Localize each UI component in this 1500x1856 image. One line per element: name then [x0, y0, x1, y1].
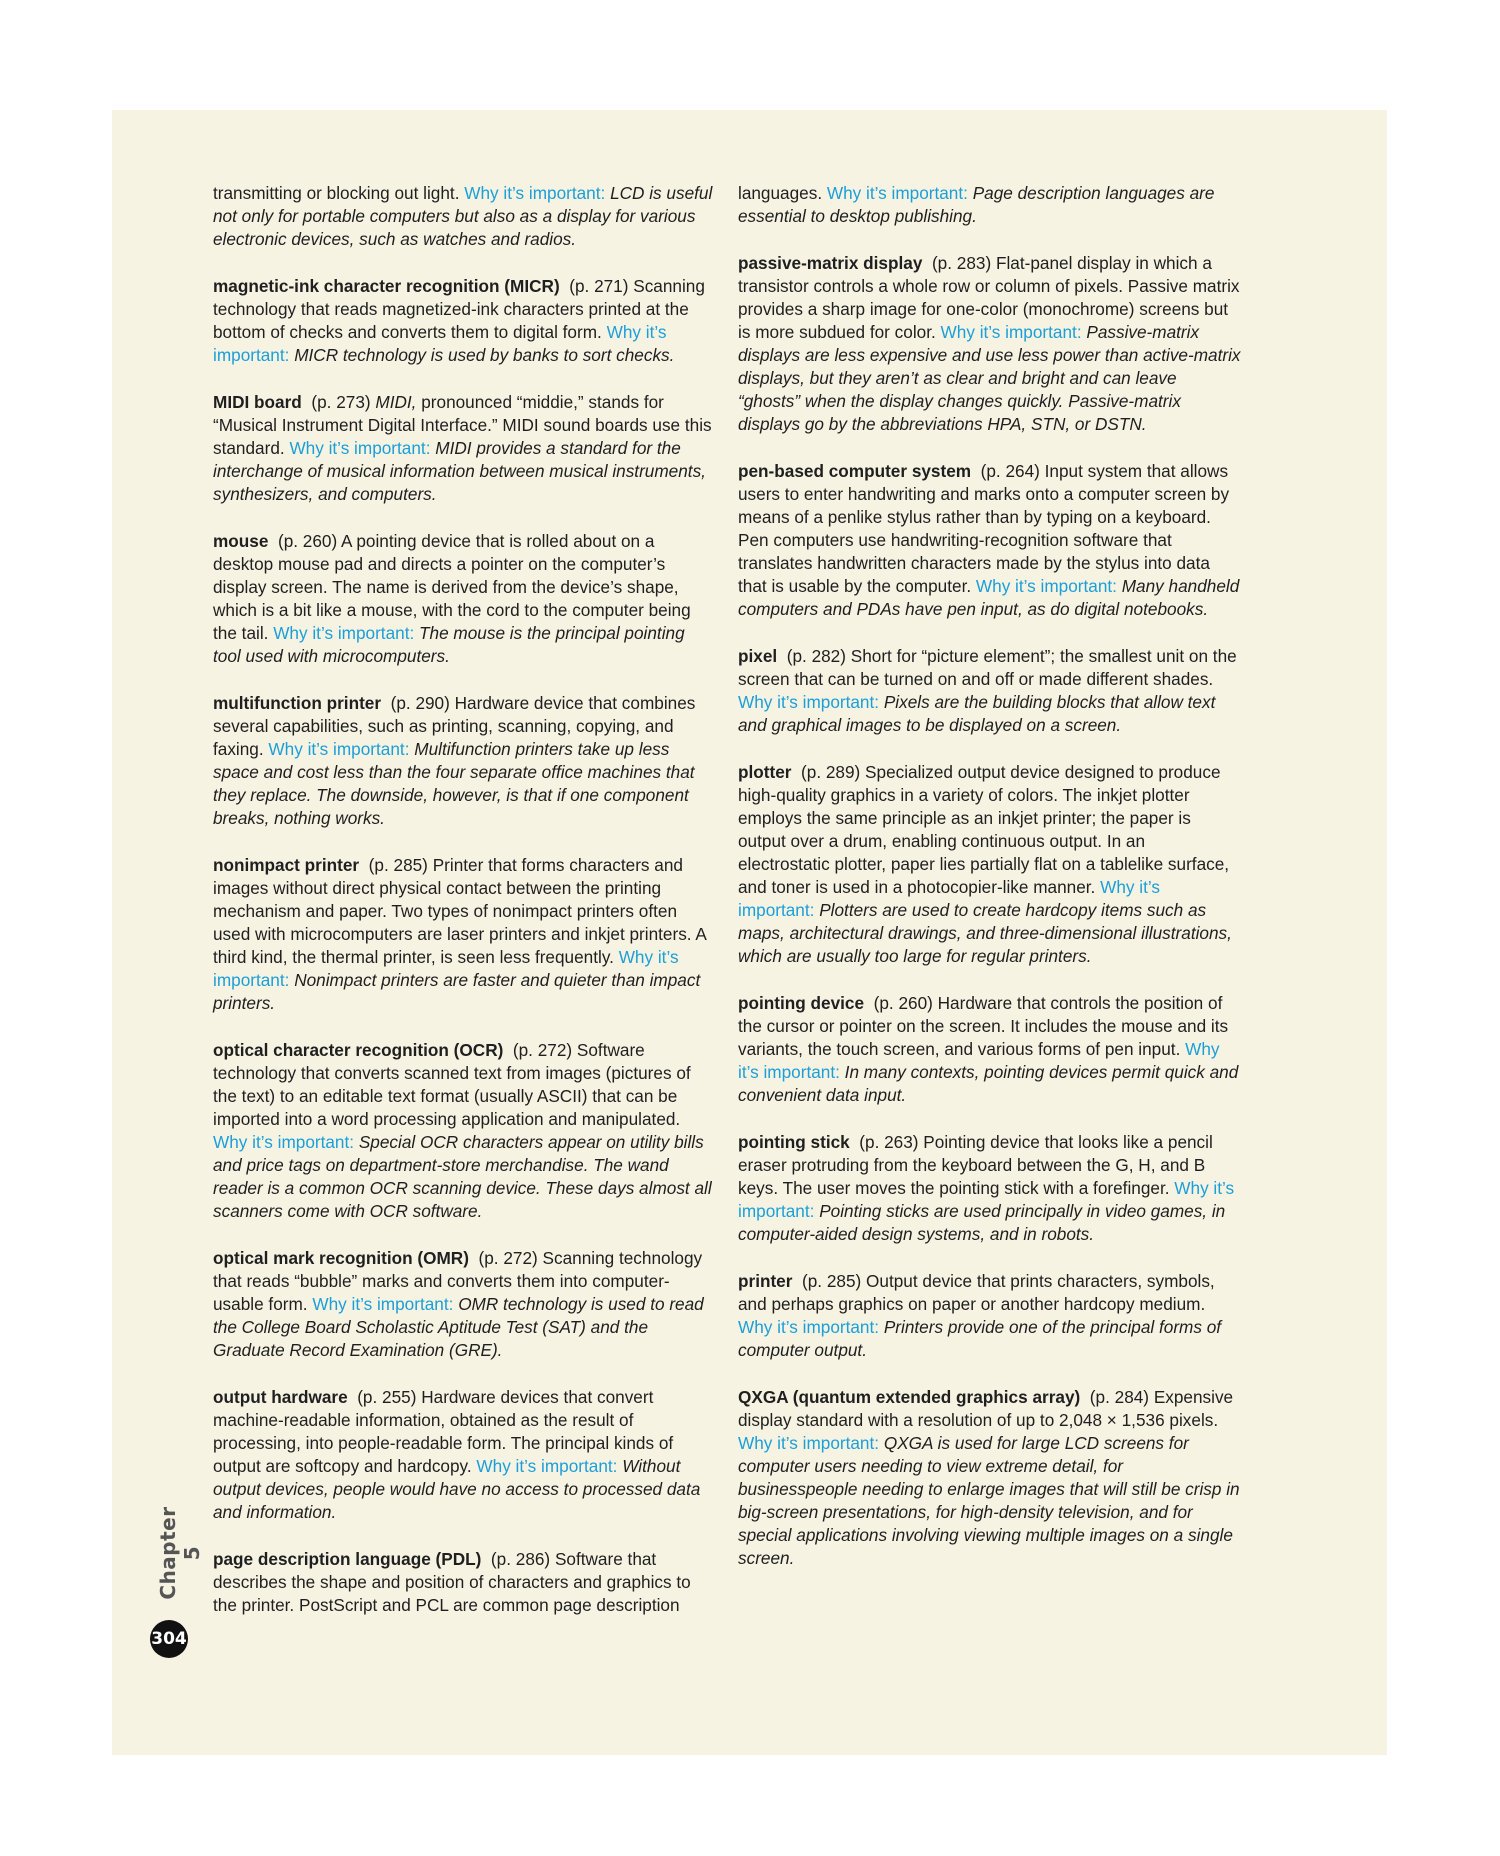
- definition: pronounced “middie,” stands for “Musical Instrument Digital Interface.” MIDI sound boards use this standard.: [213, 392, 712, 458]
- continuation-paragraph: [738, 182, 1241, 228]
- definition: Expensive display standard with a resolution of up to 2,048 × 1,536 pixels.: [738, 1387, 1234, 1430]
- page-reference: (p. 260): [277, 531, 338, 551]
- definition: Scanning technology that reads “bubble” marks and converts them into computer-usable form.: [213, 1248, 703, 1314]
- term: pointing stick: [738, 1132, 850, 1152]
- why-important-label: Why it’s important:: [940, 322, 1087, 342]
- definition: Short for “picture element”; the smallest unit on the screen that can be turned on and off or made different shades.: [738, 646, 1237, 689]
- page-reference: (p. 282): [786, 646, 846, 666]
- why-important-label: Why it’s important:: [738, 1178, 1235, 1221]
- definition: Software technology that converts scanned text from images (pictures of the text) to an editable text format (usually ASCII) that can be imported into a word processing application and manipulated.: [213, 1040, 691, 1129]
- importance-text: MICR technology is used by banks to sort checks.: [294, 345, 675, 365]
- why-important-label: Why it’s important:: [268, 739, 415, 759]
- definition: Software that describes the shape and position of characters and graphics to the printer. PostScript and PCL are common page description: [213, 1549, 691, 1615]
- definition: Specialized output device designed to produce high-quality graphics in a variety of colors. The inkjet plotter employs the same principle as an inkjet printer; the paper is output over a drum, enabling continuous output. In an electrostatic plotter, paper lies partially flat on a tablelike surface, and toner is used in a photocopier-like manner.: [738, 762, 1230, 897]
- page-reference: (p. 255): [357, 1387, 417, 1407]
- right-column: [738, 182, 1241, 1594]
- importance-text: Printers provide one of the principal forms of computer output.: [738, 1317, 1222, 1360]
- page-reference: (p. 271): [569, 276, 629, 296]
- importance-text: Plotters are used to create hardcopy items such as maps, architectural drawings, and three-dimensional illustrations, which are usually too large for regular printers.: [738, 900, 1232, 966]
- glossary-entry-pixel: [738, 645, 1241, 737]
- term: QXGA (quantum extended graphics array): [738, 1387, 1081, 1407]
- glossary-entry-nonimpact-printer: [213, 854, 716, 1015]
- page-reference: (p. 284): [1089, 1387, 1150, 1407]
- importance-text: Special OCR characters appear on utility bills and price tags on department-store merchandise. The wand reader is a common OCR scanning device. These days almost all scanners come with OCR software.: [213, 1132, 712, 1221]
- term: page description language (PDL): [213, 1549, 482, 1569]
- page-reference: (p. 272): [512, 1040, 573, 1060]
- page-reference: (p. 273): [311, 392, 371, 412]
- definition: Hardware device that combines several capabilities, such as printing, scanning, copying, and faxing.: [213, 693, 696, 759]
- definition: Input system that allows users to enter handwriting and marks onto a computer screen by means of a penlike stylus rather than by typing on a keyboard. Pen computers use handwriting-recognition software that translates handwritten characters made by the stylus into data that is usable by the computer.: [738, 461, 1230, 596]
- term: output hardware: [213, 1387, 348, 1407]
- term: optical character recognition (OCR): [213, 1040, 504, 1060]
- page-reference: (p. 264): [980, 461, 1040, 481]
- page-reference: (p. 285): [802, 1271, 862, 1291]
- why-important-label: Why it’s important:: [826, 183, 973, 203]
- why-important-label: Why it’s important:: [464, 183, 611, 203]
- term: multifunction printer: [213, 693, 382, 713]
- importance-text: Pixels are the building blocks that allow text and graphical images to be displayed on a screen.: [738, 692, 1216, 735]
- why-important-label: Why it’s important:: [738, 1317, 884, 1337]
- glossary-entry-output-hardware: [213, 1386, 716, 1524]
- definition: Hardware that controls the position of the cursor or pointer on the screen. It includes the mouse and its variants, the touch screen, and various forms of pen input.: [738, 993, 1229, 1059]
- continuation-text: languages.: [738, 183, 827, 203]
- glossary-entry-mouse: [213, 530, 716, 668]
- term: optical mark recognition (OMR): [213, 1248, 469, 1268]
- definition: Flat-panel display in which a transistor controls a whole row or column of pixels. Passive matrix provides a sharp image for one-color (monochrome) screens but is more subdued for color.: [738, 253, 1240, 342]
- importance-text: In many contexts, pointing devices permit quick and convenient data input.: [738, 1062, 1239, 1105]
- why-important-label: Why it’s important:: [738, 1433, 884, 1453]
- term: pointing device: [738, 993, 865, 1013]
- page-reference: (p. 272): [478, 1248, 538, 1268]
- why-important-label: Why it’s important:: [213, 947, 679, 990]
- importance-text: Page description languages are essential to desktop publishing.: [738, 183, 1215, 226]
- page-reference: (p. 289): [801, 762, 861, 782]
- why-important-label: Why it’s important:: [213, 1132, 359, 1152]
- importance-text: MIDI provides a standard for the interchange of musical information between musical instruments, synthesizers, and computers.: [213, 438, 706, 504]
- why-important-label: Why it’s important:: [213, 322, 667, 365]
- page-reference: (p. 290): [390, 693, 450, 713]
- page-reference: (p. 283): [931, 253, 992, 273]
- term: passive-matrix display: [738, 253, 923, 273]
- glossary-entry-pointing-device: [738, 992, 1241, 1107]
- importance-text: OMR technology is used to read the College Board Scholastic Aptitude Test (SAT) and the Graduate Record Examination (GRE).: [213, 1294, 704, 1360]
- chapter-label: Chapter 5: [156, 1506, 204, 1600]
- term: mouse: [213, 531, 269, 551]
- definition: Scanning technology that reads magnetized-ink characters printed at the bottom of checks and converts them to digital form.: [213, 276, 705, 342]
- term: pen-based computer system: [738, 461, 972, 481]
- page-reference: (p. 286): [490, 1549, 551, 1569]
- glossary-page: [112, 110, 1387, 1755]
- why-important-label: Why it’s important:: [312, 1294, 459, 1314]
- importance-text: Multifunction printers take up less space and cost less than the four separate office machines that they replace. The downside, however, is that if one component breaks, nothing works.: [213, 739, 695, 828]
- left-column: [213, 182, 716, 1641]
- glossary-entry-pdl: [213, 1548, 716, 1617]
- glossary-entry-qxga: [738, 1386, 1241, 1570]
- why-important-label: Why it’s important:: [738, 1039, 1220, 1082]
- importance-text: Passive-matrix displays are less expensive and use less power than active-matrix displays, but they aren’t as clear and bright and can leave “ghosts” when the display changes quickly. Passive-matrix displays go by the abbreviations HPA, STN, or DSTN.: [738, 322, 1241, 434]
- page-reference: (p. 263): [859, 1132, 919, 1152]
- definition-italic: MIDI,: [375, 392, 417, 412]
- importance-text: Many handheld computers and PDAs have pen input, as do digital notebooks.: [738, 576, 1240, 619]
- why-important-label: Why it’s important:: [289, 438, 436, 458]
- importance-text: Without output devices, people would have no access to processed data and information.: [213, 1456, 701, 1522]
- definition: A pointing device that is rolled about on a desktop mouse pad and directs a pointer on the computer’s display screen. The name is derived from the device’s shape, which is a bit like a mouse, with the cord to the computer being the tail.: [213, 531, 691, 643]
- why-important-label: Why it’s important:: [476, 1456, 623, 1476]
- glossary-entry-pointing-stick: [738, 1131, 1241, 1246]
- term: pixel: [738, 646, 778, 666]
- continuation-text: transmitting or blocking out light.: [213, 183, 465, 203]
- why-important-label: Why it’s important:: [738, 692, 884, 712]
- glossary-entry-ocr: [213, 1039, 716, 1223]
- term: magnetic-ink character recognition (MICR): [213, 276, 560, 296]
- continuation-paragraph: [213, 182, 716, 251]
- glossary-entry-micr: [213, 275, 716, 367]
- page-reference: (p. 285): [368, 855, 428, 875]
- term: MIDI board: [213, 392, 302, 412]
- why-important-label: Why it’s important:: [273, 623, 420, 643]
- definition: Hardware devices that convert machine-readable information, obtained as the result of processing, into people-readable form. The principal kinds of output are softcopy and hardcopy.: [213, 1387, 674, 1476]
- glossary-entry-pen-based-computer-system: [738, 460, 1241, 621]
- definition: Printer that forms characters and images without direct physical contact between the printing mechanism and paper. Two types of nonimpact printers often used with microcomputers are laser printers and inkjet printers. A third kind, the thermal printer, is seen less frequently.: [213, 855, 706, 967]
- importance-text: Nonimpact printers are faster and quieter than impact printers.: [213, 970, 701, 1013]
- why-important-label: Why it’s important:: [738, 877, 1160, 920]
- term: plotter: [738, 762, 792, 782]
- importance-text: QXGA is used for large LCD screens for computer users needing to view extreme detail, for businesspeople needing to enlarge images that will still be crisp in big-screen presentations, for high-density television, and for special applications involving viewing multiple images on a single screen.: [738, 1433, 1240, 1568]
- why-important-label: Why it’s important:: [975, 576, 1122, 596]
- glossary-entry-multifunction-printer: [213, 692, 716, 830]
- definition: Pointing device that looks like a pencil eraser protruding from the keyboard between the G, H, and B keys. The user moves the pointing stick with a forefinger.: [738, 1132, 1213, 1198]
- page-reference: (p. 260): [873, 993, 933, 1013]
- importance-text: The mouse is the principal pointing tool used with microcomputers.: [213, 623, 685, 666]
- term: printer: [738, 1271, 793, 1291]
- definition: Output device that prints characters, symbols, and perhaps graphics on paper or another hardcopy medium.: [738, 1271, 1215, 1314]
- importance-text: LCD is useful not only for portable computers but also as a display for various electronic devices, such as watches and radios.: [213, 183, 713, 249]
- page-number-badge: 304: [150, 1620, 188, 1658]
- glossary-entry-plotter: [738, 761, 1241, 968]
- glossary-entry-midi-board: [213, 391, 716, 506]
- glossary-entry-printer: [738, 1270, 1241, 1362]
- importance-text: Pointing sticks are used principally in video games, in computer-aided design systems, and in robots.: [738, 1201, 1226, 1244]
- term: nonimpact printer: [213, 855, 360, 875]
- chapter-tab: [154, 1505, 204, 1601]
- glossary-entry-passive-matrix-display: [738, 252, 1241, 436]
- glossary-entry-omr: [213, 1247, 716, 1362]
